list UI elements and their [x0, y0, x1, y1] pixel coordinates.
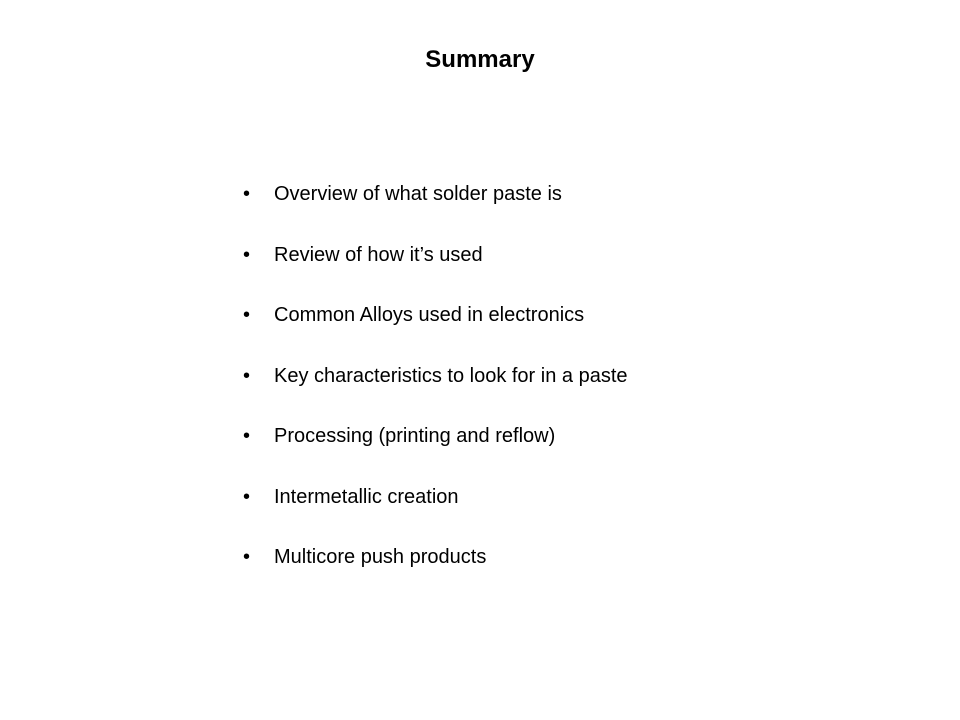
bullet-text: Intermetallic creation — [274, 485, 459, 508]
bullet-mark: • — [243, 485, 251, 508]
bullet-text: Review of how it’s used — [274, 243, 483, 266]
bullet-mark: • — [243, 243, 251, 266]
bullet-text: Common Alloys used in electronics — [274, 304, 585, 326]
slide-title: Summary — [425, 46, 535, 73]
bullet-text: Overview of what solder paste is — [274, 183, 562, 205]
bullet-text: Multicore push products — [274, 546, 487, 568]
bullet-text: Processing (printing and reflow) — [274, 425, 556, 447]
bullet-text: Key characteristics to look for in a paste — [274, 364, 628, 387]
bullet-mark: • — [243, 425, 251, 447]
bullet-mark: • — [243, 183, 251, 205]
bullet-mark: • — [243, 546, 251, 568]
bullet-mark: • — [243, 304, 251, 326]
bullet-mark: • — [243, 364, 251, 387]
